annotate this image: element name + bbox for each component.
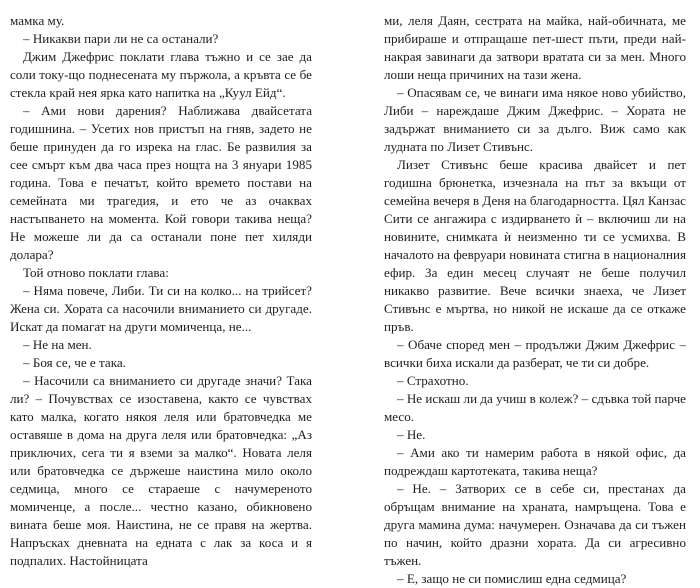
paragraph: Лизет Стивънс беше красива двайсет и пет годишна брюнетка, изчезнала на път за вкъщи от семейна вечеря в Деня на благодарността. Цял Канзас Сити се ангажира с издирването ѝ – включиш ли на новините, снимката ѝ неизменно ти се усмихва. В началото на февруари новината стигна в националния ефир. За един месец случаят не беше получил никакво развитие. Вече всички знаеха, че Лизет Стивънс е мъртва, но никой не искаше да се откаже пръв. (384, 157, 686, 334)
paragraph: – Обаче според мен – продължи Джим Джефрис – всички биха искали да разберат, че ти си добре. (384, 337, 686, 370)
paragraph: – Боя се, че е така. (23, 355, 126, 370)
right-page (384, 12, 686, 588)
paragraph: – Е, защо не си помислиш една седмица? (397, 571, 627, 586)
paragraph: – Няма повече, Либи. Ти си на колко... на трийсет? Жена си. Хората са насочили вниманието си другаде. Искат да помагат на други момиченца, не... (10, 283, 312, 334)
paragraph: – Никакви пари ли не са останали? (23, 31, 219, 46)
paragraph: – Не искаш ли да учиш в колеж? – сдъвка той парче месо. (384, 391, 686, 424)
left-page (10, 12, 312, 570)
paragraph: ми, леля Даян, сестрата на майка, най-обичната, ме прибираше и отпращаше пет-шест пъти, преди най-накрая завинаги да затвори вратата си за мен. Много лоши неща причиних на тази жена. (384, 13, 686, 82)
paragraph: Джим Джефрис поклати глава тъжно и се зае да соли току-що поднесената му пържола, а кръвта се бе стекла край нея ярка като напитка на „Куул Ейд“. (10, 49, 312, 100)
paragraph: – Насочили са вниманието си другаде значи? Така ли? – Почувствах се изоставена, както се чувствах като малка, когато някоя леля или братовчедка ме оставяше в дома на друга леля или братовчедка: „Аз приключих, сега ти я вземи за малко“. Новата леля или братовчедка се държеше наистина мило около седмица, много се стараеше с начумереното момиченце, а после... честно казано, обикновено вината беше моя. Наистина, не се правя на жертва. Напръсках дневната на едната с лак за коса и я подпалих. Настойницата (10, 373, 312, 568)
paragraph: – Не. – Затворих се в себе си, престанах да обръщам внимание на храната, намръщена. Това е друга мамина дума: начумерен. Означава да си тъжен по начин, който дразни хората. Да си агресивно тъжен. (384, 481, 686, 568)
paragraph: – Не на мен. (23, 337, 92, 352)
paragraph: – Ами нови дарения? Наближава двайсетата годишнина. – Усетих нов пристъп на гняв, задето не беше принуден да го изрека на глас. Бе развилия за сее смърт към два часа през нощта на 3 януари 1985 година. Това е печатът, който времето постави на семейната ми трагедия, и ето че аз очаквах настъпването на момента. Кой говори такива неща? Не можеше ли да са останали поне пет хиляди долара? (10, 103, 312, 262)
paragraph: – Не. (397, 427, 426, 442)
paragraph: – Опасявам се, че винаги има някое ново убийство, Либи – нареждаше Джим Джефрис. – Хората не задържат вниманието си за дълго. Виж само как лудната по Лизет Стивънс. (384, 85, 686, 154)
paragraph: Той отново поклати глава: (23, 265, 169, 280)
paragraph: – Страхотно. (397, 373, 469, 388)
paragraph: – Ами ако ти намерим работа в някой офис, да подреждаш картотеката, такива неща? (384, 445, 686, 478)
paragraph: мамка му. (10, 13, 65, 28)
